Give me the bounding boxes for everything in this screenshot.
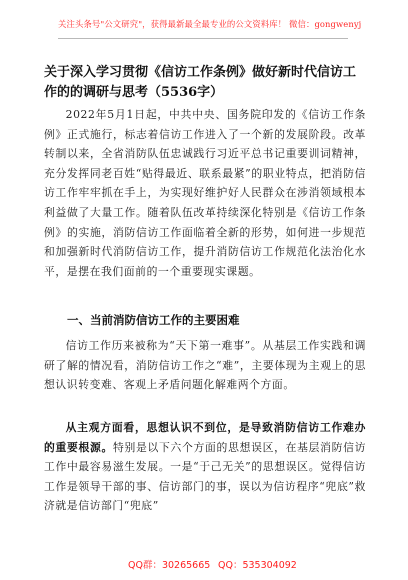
page-header bbox=[58, 12, 362, 39]
page-footer bbox=[0, 557, 408, 571]
paragraph-3-body: 特别是以下六个方面的思想误区，在基层消防信访工作中最容易滋生发展。一是“于己无关”的思想误区。觉得信访工作是领导干部的事、信访部门的事，误以为信访程序“兜底”救济就是信访部门“兜底” bbox=[44, 440, 366, 513]
footer-qq-number: QQ：535304092 bbox=[218, 560, 297, 571]
section-heading-1: 一、当前消防信访工作的主要困难 bbox=[67, 313, 240, 327]
paragraph-2: 信访工作历来被称为“天下第一难事”。从基层工作实践和调研了解的情况看，消防信访工作之“难”，主要体现为主观上的思想认识转变难、客观上矛盾问题化解难两个方面。 bbox=[44, 339, 366, 392]
header-banner: 关注头条号"公文研究"，获得最新最全最专业的公文资料库！ 微信：gongwenyj bbox=[58, 19, 362, 29]
paragraph-1: 2022年5月1日起，中共中央、国务院印发的《信访工作条例》正式施行，标志着信访工作进入了一个新的发展阶段。改革转制以来，全省消防队伍忠诚践行习近平总书记重要训词精神，充分发挥同老百姓“贴得最近、联系最紧”的职业特点，把消防信访工作牢牢抓在手上，为实现好维护好人民群众在涉消领域根本利益做了大量工作。随着队伍改革持续深化特别是《信访工作条例》的实施，消防信访工作面临着全新的形势，如何进一步规范和加强新时代消防信访工作，提升消防信访工作规范化法治化水平，是摆在我们面前的一个重要现实课题。 bbox=[44, 108, 366, 278]
paragraph-3 bbox=[44, 418, 366, 516]
document-title: 关于深入学习贯彻《信访工作条例》做好新时代信访工作的的调研与思考（5536字） bbox=[44, 65, 357, 100]
paragraph-3-lead: 从主观方面看，思想认识不到位，是导致消防信访工作难办的重要根源。 bbox=[44, 421, 366, 454]
footer-qq-group: QQ群：30265665 bbox=[128, 560, 211, 571]
